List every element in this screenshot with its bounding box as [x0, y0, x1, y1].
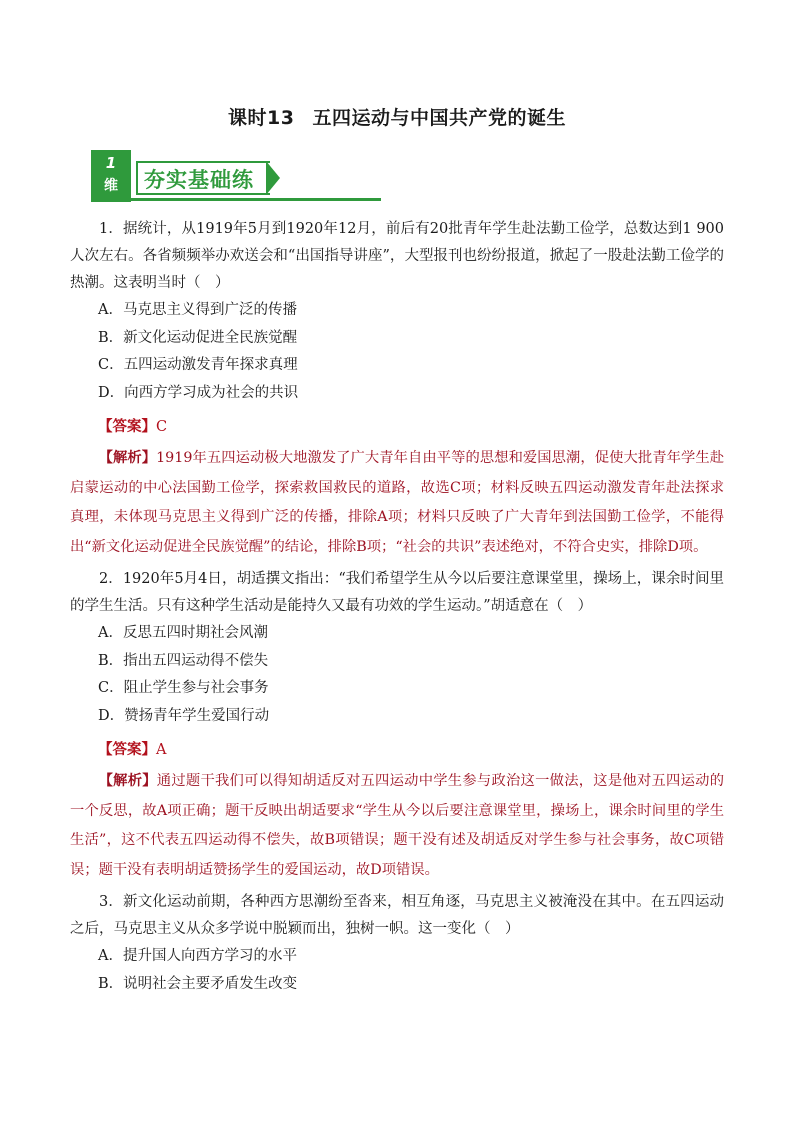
- option-a: A．提升国人向西方学习的水平: [98, 948, 297, 964]
- option-b: B．说明社会主要矛盾发生改变: [98, 975, 298, 992]
- section-banner: [91, 150, 291, 202]
- option-b: B．新文化运动促进全民族觉醒: [98, 329, 298, 346]
- answer-label: 【答案】: [98, 418, 156, 435]
- answer-value: A: [156, 742, 167, 758]
- question-stem: 1．据统计，从1919年5月到1920年12月，前后有20批青年学生赴法勤工俭学，总数达到1 900人次左右。各省频频举办欢送会和“出国指导讲座”，大型报刊也纷纷报道，掀起了一股赴法勤工俭学的热潮。这表明当时（ ）: [70, 221, 724, 291]
- answer-value: C: [156, 419, 168, 435]
- answer-line: [70, 736, 724, 764]
- option-c: C．五四运动激发青年探求真理: [98, 357, 298, 373]
- question-1: [70, 216, 724, 562]
- option-d: D．向西方学习成为社会的共识: [98, 384, 299, 401]
- question-2: [70, 566, 724, 885]
- banner-underline: [91, 198, 381, 201]
- section-tag: [91, 150, 131, 202]
- question-stem: 3．新文化运动前期，各种西方思潮纷至沓来，相互角逐，马克思主义被淹没在其中。在五四运动之后，马克思主义从众多学说中脱颖而出，独树一帜。这一变化（ ）: [70, 894, 724, 937]
- question-stem: 2．1920年5月4日，胡适撰文指出：“我们希望学生从今以后要注意课堂里，操场上，课余时间里的学生生活。只有这种学生活动是能持久又最有功效的学生运动。”胡适意在（ ）: [70, 571, 724, 614]
- answer-label: 【答案】: [98, 741, 156, 758]
- option-c: C．阻止学生参与社会事务: [98, 680, 269, 696]
- analysis-label: 【解析】: [98, 773, 157, 789]
- analysis-paragraph: [70, 767, 724, 885]
- option-a: A．反思五四时期社会风潮: [98, 625, 268, 641]
- section-number: 1: [105, 154, 117, 172]
- section-dimension: 维: [104, 178, 118, 194]
- analysis-text: 1919年五四运动极大地激发了广大青年自由平等的思想和爱国思潮，促使大批青年学生赴启蒙运动的中心法国勤工俭学，探索救国救民的道路，故选C项；材料反映五四运动激发青年赴法探求真理，未体现马克思主义得到广泛的传播，排除A项；材料只反映了广大青年到法国勤工俭学，不能得出“新文化运动促进全民族觉醒”的结论，排除B项；“社会的共识”表述绝对，不符合史实，排除D项。: [70, 450, 724, 555]
- page-title: [0, 103, 794, 130]
- option-d: D．赞扬青年学生爱国行动: [98, 707, 270, 724]
- option-a: A．马克思主义得到广泛的传播: [98, 302, 297, 318]
- option-b: B．指出五四运动得不偿失: [98, 652, 269, 669]
- banner-arrow-icon: [266, 161, 280, 195]
- answer-line: [70, 413, 724, 441]
- lesson-number: 课时13: [228, 107, 295, 129]
- section-label: 夯实基础练: [144, 168, 254, 192]
- analysis-text: 通过题干我们可以得知胡适反对五四运动中学生参与政治这一做法，这是他对五四运动的一个反思，故A项正确；题干反映出胡适要求“学生从今以后要注意课堂里，操场上，课余时间里的学生生活”，这不代表五四运动得不偿失，故B项错误；题干没有述及胡适反对学生参与社会事务，故C项错误；题干没有表明胡适赞扬学生的爱国运动，故D项错误。: [70, 773, 724, 878]
- analysis-label: 【解析】: [98, 450, 157, 466]
- question-list: [70, 216, 724, 998]
- section-label-box: [136, 161, 270, 195]
- lesson-title: 五四运动与中国共产党的诞生: [312, 107, 566, 129]
- analysis-paragraph: [70, 444, 724, 562]
- question-3: [70, 889, 724, 998]
